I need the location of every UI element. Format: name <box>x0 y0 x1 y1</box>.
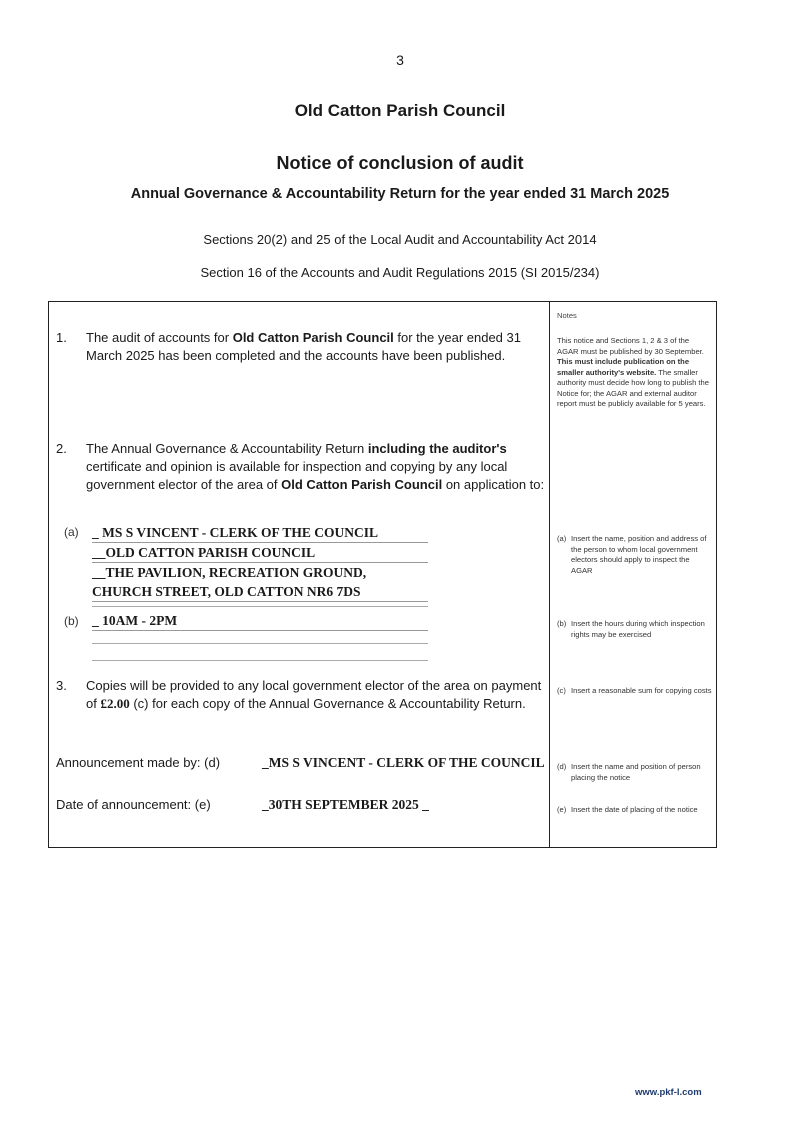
text: The Annual Governance & Accountability Return <box>86 441 368 456</box>
copy-fee: £2.00 <box>100 696 130 711</box>
section-1-text <box>86 329 554 365</box>
section-2-text <box>86 440 554 494</box>
emphasis: This must include publication on the smaller authority's website. <box>557 357 690 377</box>
text: (c) for each copy of the Annual Governance & Accountability Return. <box>129 696 526 711</box>
note-c <box>557 686 712 697</box>
address-line-3: __THE PAVILION, RECREATION GROUND, CHURCH STREET, OLD CATTON NR6 7DS <box>92 563 428 602</box>
text: on application to: <box>442 477 545 492</box>
field-label: (b) <box>64 614 79 628</box>
note-a <box>557 534 712 576</box>
note-text: Insert the hours during which inspection rights may be exercised <box>571 619 705 639</box>
date-value: _30TH SEPTEMBER 2025 _ <box>262 797 429 812</box>
section-2 <box>56 440 554 494</box>
blank-line <box>92 660 428 661</box>
section-3-text <box>86 677 554 713</box>
section-3 <box>56 677 554 713</box>
note-text: Insert the date of placing of the notice <box>571 805 698 814</box>
note-e <box>557 805 712 816</box>
note-text: Insert the name, position and address of the person to whom local government electors should apply to inspect the AGAR <box>571 534 707 575</box>
section-number: 1. <box>56 330 67 345</box>
inspection-address <box>64 523 428 602</box>
text: This notice and Sections 1, 2 & 3 of the AGAR must be published by 30 September. <box>557 336 704 356</box>
page-subtitle: Annual Governance & Accountability Return for the year ended 31 March 2025 <box>130 186 670 202</box>
note-label: (e) <box>557 805 567 814</box>
council-name-inline: Old Catton Parish Council <box>281 477 443 492</box>
emphasis: including the auditor's <box>367 441 507 456</box>
blank-line <box>92 606 428 607</box>
page-number: 3 <box>396 52 404 68</box>
footer-website-link[interactable]: www.pkf-l.com <box>635 1087 702 1098</box>
announcement-date <box>56 797 429 813</box>
text: The smaller authority must decide how long to publish the Notice for; the AGAR and external auditor report must be publicly available for 5 years. <box>557 367 709 408</box>
notes-column-divider <box>549 301 550 848</box>
note-label: (d) <box>557 762 567 771</box>
field-label: Announcement made by: (d) <box>56 755 221 770</box>
council-name: Old Catton Parish Council <box>294 101 506 120</box>
address-field <box>92 523 428 602</box>
note-b <box>557 619 712 640</box>
note-label: (a) <box>557 534 567 543</box>
text: certificate and opinion is available for inspection and copying by any local government elector of the area of <box>86 459 508 492</box>
made-by-value: _MS S VINCENT - CLERK OF THE COUNCIL <box>262 755 545 770</box>
text: The audit of accounts for <box>86 330 233 345</box>
text: for the year ended 31 March 2025 has been completed and the accounts have been published. <box>86 330 521 363</box>
blank-line <box>92 643 428 644</box>
note-text: Insert the name and position of person placing the notice <box>571 762 701 782</box>
note-label: (c) <box>557 686 566 695</box>
hours-field: _ 10AM - 2PM <box>92 612 428 631</box>
text: Copies will be provided to any local government elector of the area on payment of <box>86 678 542 711</box>
section-1 <box>56 329 554 365</box>
section-number: 2. <box>56 441 67 456</box>
field-label: Date of announcement: (e) <box>56 797 211 812</box>
note-label: (b) <box>557 619 567 628</box>
notes-heading: Notes <box>557 311 577 320</box>
inspection-hours <box>64 612 428 631</box>
note-d <box>557 762 712 783</box>
announcement-made-by <box>56 755 545 771</box>
legal-reference-regulations: Section 16 of the Accounts and Audit Regulations 2015 (SI 2015/234) <box>200 265 600 280</box>
legal-reference-act: Sections 20(2) and 25 of the Local Audit and Accountability Act 2014 <box>203 232 597 247</box>
note-text: Insert a reasonable sum for copying costs <box>571 686 712 695</box>
note-main <box>557 336 712 410</box>
page-title: Notice of conclusion of audit <box>276 153 524 173</box>
address-line-1: _ MS S VINCENT - CLERK OF THE COUNCIL <box>92 523 428 543</box>
field-label: (a) <box>64 525 79 539</box>
council-name-inline: Old Catton Parish Council <box>232 330 394 345</box>
address-line-2: __OLD CATTON PARISH COUNCIL <box>92 543 428 563</box>
section-number: 3. <box>56 678 67 693</box>
